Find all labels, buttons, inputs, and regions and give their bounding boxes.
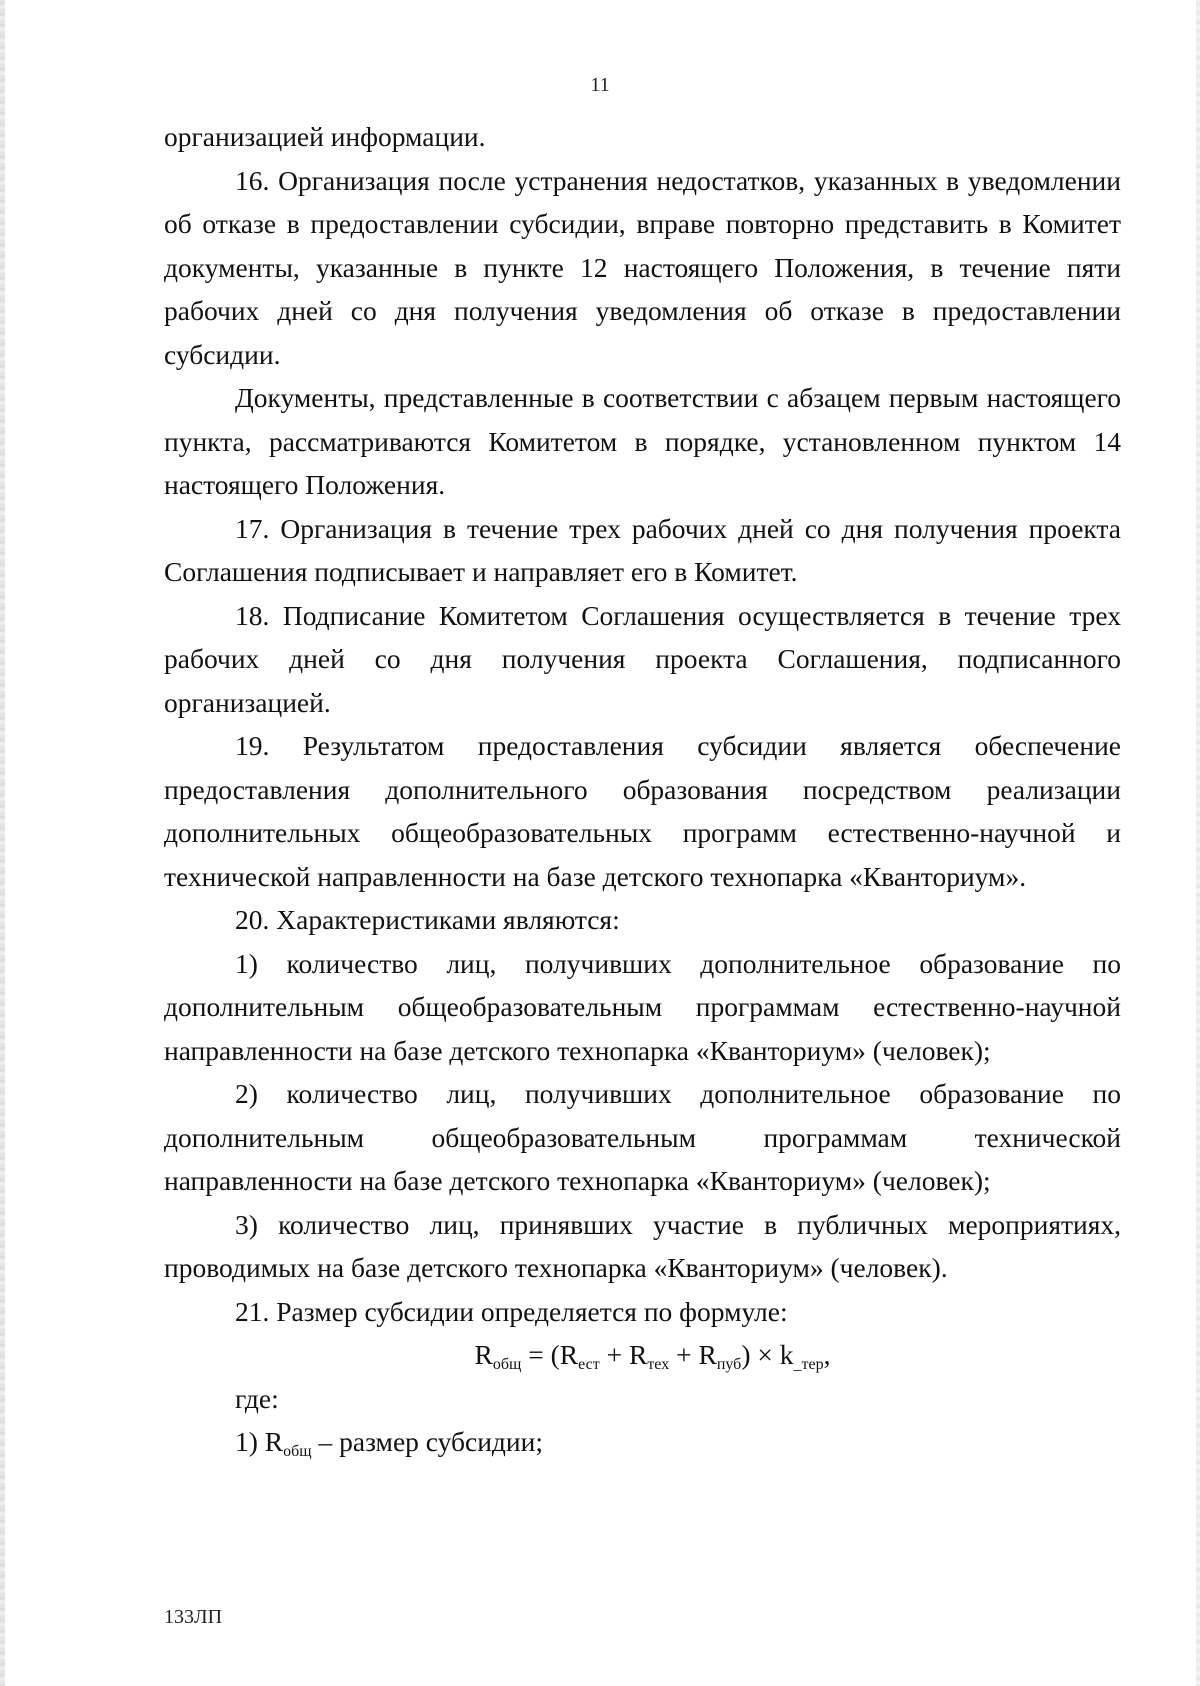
formula-r-total: R	[474, 1339, 493, 1370]
document-code: 133ЛП	[164, 1606, 223, 1628]
page-number: 11	[590, 74, 610, 96]
paragraph-item-17: 17. Организация в течение трех рабочих дней со дня получения проекта Соглашения подписывает и направляет его в Комитет.	[164, 512, 1121, 587]
formula-plus-1: +	[599, 1339, 629, 1370]
formula-sub-ter: _тер	[793, 1356, 824, 1373]
definition-r: R	[264, 1426, 284, 1457]
formula-close-times: ) ×	[741, 1339, 780, 1370]
paragraph-item-21: 21. Размер субсидии определяется по формуле:	[235, 1295, 788, 1327]
definition-text: – размер субсидии;	[311, 1426, 543, 1457]
scan-edge-left	[0, 0, 5, 1686]
paragraph-item-20: 20. Характеристиками являются:	[235, 904, 620, 935]
formula-k: k	[779, 1339, 794, 1370]
paragraph-item-18: 18. Подписание Комитетом Соглашения осуществляется в течение трех рабочих дней со дня получения проекта Соглашения, подписанного организацией.	[164, 599, 1121, 718]
paragraph-characteristic-1: 1) количество лиц, получивших дополнительное образование по дополнительным общеобразовательным программам естественно-научной направленности на базе детского технопарка «Кванториум» (человек);	[164, 947, 1121, 1066]
paragraph-documents: Документы, представленные в соответствии с абзацем первым настоящего пункта, рассматриваются Комитетом в порядке, установленном пунктом 14 настоящего Положения.	[164, 382, 1121, 500]
definition-r-total	[164, 1420, 1121, 1464]
subsidy-formula	[164, 1333, 1121, 1377]
paragraph-item-16: 16. Организация после устранения недостатков, указанных в уведомлении об отказе в предоставлении субсидии, вправе повторно представить в Комитет документы, указанные в пункте 12 настоящего Положения, в течение пяти рабочих дней со дня получения уведомления об отказе в предоставлении субсидии.	[164, 164, 1121, 370]
definition-sub: общ	[283, 1443, 312, 1460]
formula-r-tech: R	[628, 1339, 648, 1370]
formula-end: ,	[823, 1339, 831, 1370]
formula-sub-pub: пуб	[716, 1356, 742, 1373]
paragraph-characteristic-3: 3) количество лиц, принявших участие в публичных мероприятиях, проводимых на базе детского технопарка «Кванториум» (человек).	[164, 1208, 1121, 1283]
where-label: где:	[235, 1382, 279, 1414]
document-body	[164, 115, 1121, 1464]
formula-sub-est: ест	[578, 1356, 600, 1373]
formula-r-est: R	[559, 1339, 579, 1370]
formula-sub-total: общ	[492, 1356, 522, 1373]
formula-sub-tech: тех	[647, 1356, 670, 1373]
paragraph-characteristic-2: 2) количество лиц, получивших дополнительное образование по дополнительным общеобразовательным программам технической направленности на базе детского технопарка «Кванториум» (человек);	[164, 1078, 1121, 1196]
scan-edge-right	[1196, 0, 1200, 1686]
formula-plus-2: +	[669, 1339, 699, 1370]
definition-prefix: 1)	[235, 1426, 265, 1457]
formula-equals-open: = (	[521, 1339, 560, 1370]
paragraph-continuation: организацией информации.	[164, 121, 486, 152]
paragraph-item-19: 19. Результатом предоставления субсидии является обеспечение предоставления дополнительного образования посредством реализации дополнительных общеобразовательных программ естественно-научной и технической направленности на базе детского технопарка «Кванториум».	[164, 730, 1121, 892]
formula-r-pub: R	[698, 1339, 717, 1370]
